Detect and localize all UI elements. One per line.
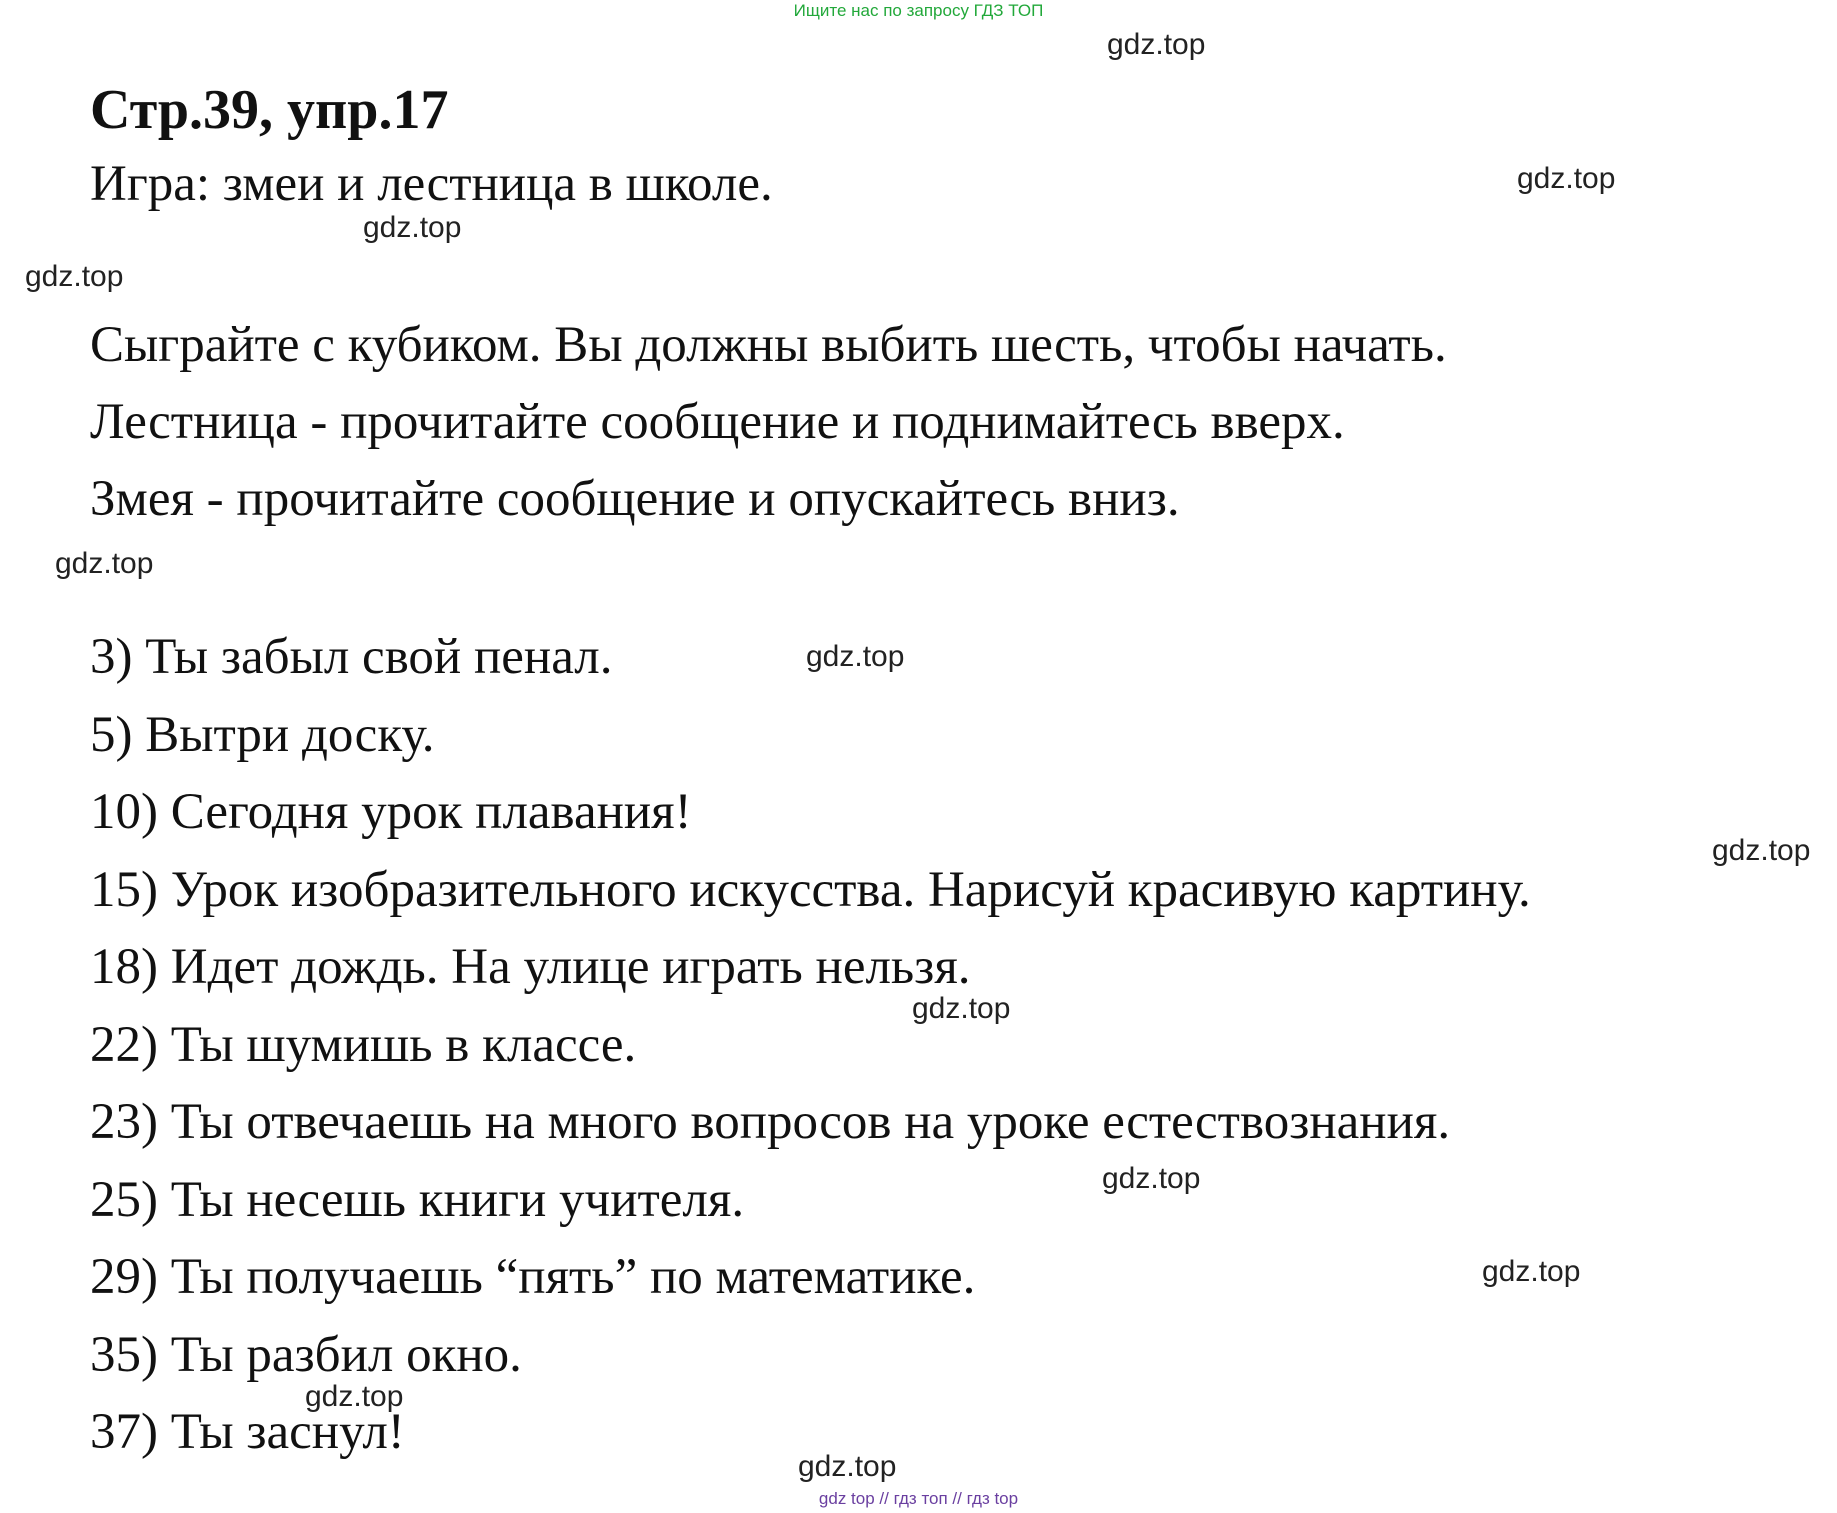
answer-item: 3) Ты забыл свой пенал. xyxy=(90,629,613,685)
watermark: gdz.top xyxy=(305,1380,404,1413)
rule-item: Змея - прочитайте сообщение и опускайтесь вниз. xyxy=(90,471,1180,527)
watermark: gdz.top xyxy=(1102,1162,1201,1195)
page-subtitle: Игра: змеи и лестница в школе. xyxy=(90,156,773,212)
rule-item: Сыграйте с кубиком. Вы должны выбить шесть, чтобы начать. xyxy=(90,317,1447,373)
watermark: gdz.top xyxy=(798,1450,897,1483)
watermark: gdz.top xyxy=(1107,28,1206,61)
answer-item: 35) Ты разбил окно. xyxy=(90,1326,522,1383)
answer-item: 10) Сегодня урок плавания! xyxy=(90,784,692,840)
rules-list xyxy=(90,307,1447,538)
watermark: gdz.top xyxy=(25,260,124,293)
rule-item: Лестница - прочитайте сообщение и поднимайтесь вверх. xyxy=(90,394,1345,450)
answer-item: 22) Ты шумишь в классе. xyxy=(90,1016,637,1073)
answer-item: 5) Вытри доску. xyxy=(90,706,435,763)
top-banner: Ищите нас по запросу ГДЗ ТОП xyxy=(793,1,1044,20)
answer-item: 29) Ты получаешь “пять” по математике. xyxy=(90,1249,976,1305)
bottom-banner: gdz top // гдз топ // гдз top xyxy=(818,1489,1019,1508)
watermark: gdz.top xyxy=(912,992,1011,1025)
answer-item: 15) Урок изобразительного искусства. Нарисуй красивую картину. xyxy=(90,861,1531,918)
answer-item: 23) Ты отвечаешь на много вопросов на уроке естествознания. xyxy=(90,1094,1451,1150)
watermark: gdz.top xyxy=(363,211,462,244)
watermark: gdz.top xyxy=(1712,834,1811,867)
watermark: gdz.top xyxy=(55,547,154,580)
answers-list xyxy=(90,619,1531,1472)
watermark: gdz.top xyxy=(1517,162,1616,195)
watermark: gdz.top xyxy=(1482,1255,1581,1288)
page-title: Стр.39, упр.17 xyxy=(90,79,449,141)
answer-item: 25) Ты несешь книги учителя. xyxy=(90,1171,745,1228)
answer-item: 18) Идет дождь. На улице играть нельзя. xyxy=(90,939,971,995)
watermark: gdz.top xyxy=(806,640,905,673)
answer-item: 37) Ты заснул! xyxy=(90,1404,405,1460)
